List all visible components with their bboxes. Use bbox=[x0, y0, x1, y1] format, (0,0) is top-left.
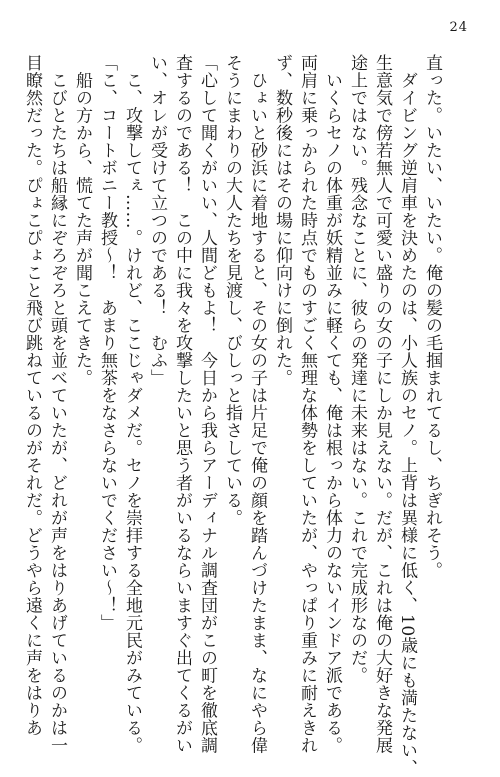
text-line: 目瞭然だった。ぴょこぴょこと飛び跳ねているのがそれだ。どうやら遠くに声をはりあ bbox=[22, 54, 42, 737]
page-number: 24 bbox=[449, 20, 468, 35]
text-line: 直った。いたい、いたい。俺の髪の毛掴まれてるし、ちぎれそう。 bbox=[422, 54, 442, 579]
text-line: こ、攻撃してぇ……。けれど、ここじゃダメだ。セノを崇拝する全地元民がみている。 bbox=[122, 54, 142, 754]
text-line: ダイビング逆肩車を決めたのは、小人族のセノ。上背は異様に低く、10歳にも満たない、 bbox=[397, 54, 417, 777]
text-line: こびとたちは船縁にぞろぞろと頭を並べていたが、どれが声をはりあげているのかは一 bbox=[47, 54, 67, 754]
text-line: 「心して聞くがいい、人間どもよ！ 今日から我らアーディナル調査団がこの町を徹底調 bbox=[197, 54, 217, 754]
text-line: 両肩に乗っかられた時点でものすごく無理な体勢をしていたが、やっぱり重みに耐えきれ bbox=[297, 54, 317, 754]
text-line: ず、数秒後にはその場に仰向けに倒れた。 bbox=[272, 54, 292, 387]
text-line: 船の方から、慌てた声が聞こえてきた。 bbox=[72, 54, 92, 387]
text-line: 「こ、コートボニー教授〜！ あまり無茶をなさらないでください〜！」 bbox=[97, 54, 117, 632]
novel-text-block bbox=[22, 54, 444, 777]
text-line: ひょいと砂浜に着地すると、その女の子は片足で俺の顔を踏んづけたまま、なにやら偉 bbox=[247, 54, 267, 754]
text-line: 査するのである！ この中に我々を攻撃したいと思う者がいるならいますぐ出てくるがい bbox=[172, 54, 192, 754]
text-line: 途上ではない。残念なことに、彼らの発達に未来はない。これで完成形なのだ。 bbox=[347, 54, 367, 684]
text-line: いくらセノの体重が妖精並みに軽くても、俺は根っから体力のないインドア派である。 bbox=[322, 54, 342, 754]
text-line: い、オレが受けて立つのである！ むふ」 bbox=[147, 54, 167, 387]
text-line: 生意気で傍若無人で可愛い盛りの女の子にしか見えない。だが、これは俺の大好きな発展 bbox=[372, 54, 392, 754]
text-line: そうにまわりの大人たちを見渡し、びしっと指さしている。 bbox=[222, 54, 242, 527]
